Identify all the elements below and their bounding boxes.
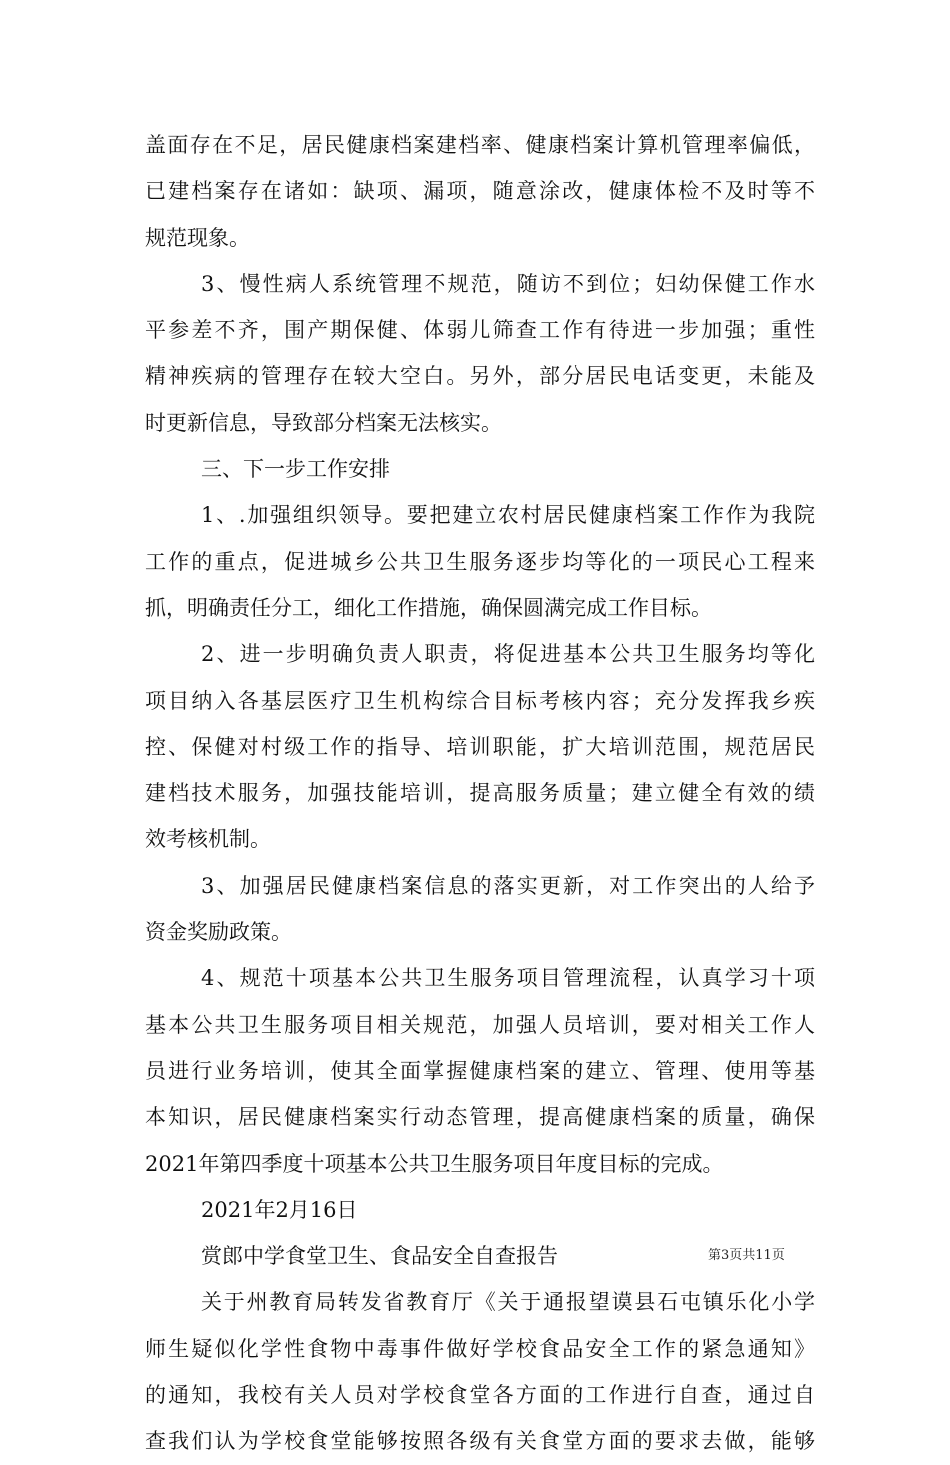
text-line: 平参差不齐，围产期保健、体弱儿筛查工作有待进一步加强；重性 (145, 318, 815, 343)
text-line: 项目纳入各基层医疗卫生机构综合目标考核内容；充分发挥我乡疾 (145, 688, 815, 713)
text-line: 关于州教育局转发省教育厅《关于通报望谟县石屯镇乐化小学 (201, 1290, 815, 1315)
text-line: 三、下一步工作安排 (201, 457, 390, 482)
text-line: 员进行业务培训，使其全面掌握健康档案的建立、管理、使用等基 (145, 1058, 815, 1083)
text-line: 效考核机制。 (145, 827, 271, 852)
text-line: 时更新信息，导致部分档案无法核实。 (145, 410, 502, 435)
text-line: 3、慢性病人系统管理不规范，随访不到位；妇幼保健工作水 (201, 271, 815, 296)
text-line: 师生疑似化学性食物中毒事件做好学校食品安全工作的紧急通知》 (145, 1336, 815, 1361)
text-line: 规范现象。 (145, 225, 250, 250)
text-line: 资金奖励政策。 (145, 920, 292, 945)
text-line: 本知识，居民健康档案实行动态管理，提高健康档案的质量，确保 (145, 1105, 815, 1130)
text-line: 2021年第四季度十项基本公共卫生服务项目年度目标的完成。 (145, 1151, 724, 1176)
text-line: 工作的重点，促进城乡公共卫生服务逐步均等化的一项民心工程来 (145, 549, 815, 574)
text-line: 基本公共卫生服务项目相关规范，加强人员培训，要对相关工作人 (145, 1012, 815, 1037)
text-line: 盖面存在不足，居民健康档案建档率、健康档案计算机管理率偏低， (145, 133, 815, 157)
text-line: 建档技术服务，加强技能培训，提高服务质量；建立健全有效的绩 (145, 781, 815, 806)
text-line: 1、.加强组织领导。要把建立农村居民健康档案工作作为我院 (201, 503, 815, 528)
text-line: 控、保健对村级工作的指导、培训职能，扩大培训范围，规范居民 (145, 734, 815, 759)
text-line: 2、进一步明确负责人职责，将促进基本公共卫生服务均等化 (201, 642, 815, 667)
text-line: 查我们认为学校食堂能够按照各级有关食堂方面的要求去做，能够 (145, 1429, 815, 1454)
text-line: 赏郎中学食堂卫生、食品安全自查报告 (201, 1244, 558, 1269)
text-line: 3、加强居民健康档案信息的落实更新，对工作突出的人给予 (201, 873, 815, 898)
text-line: 2021年2月16日 (201, 1197, 358, 1222)
text-line: 抓，明确责任分工，细化工作措施，确保圆满完成工作目标。 (145, 595, 712, 620)
text-line: 的通知，我校有关人员对学校食堂各方面的工作进行自查，通过自 (145, 1383, 815, 1408)
text-line: 精神疾病的管理存在较大空白。另外，部分居民电话变更，未能及 (145, 364, 815, 389)
text-line: 已建档案存在诸如：缺项、漏项，随意涂改，健康体检不及时等不 (145, 179, 815, 204)
text-line: 4、规范十项基本公共卫生服务项目管理流程，认真学习十项 (201, 966, 815, 991)
page-number: 第3页共11页 (708, 1248, 785, 1263)
